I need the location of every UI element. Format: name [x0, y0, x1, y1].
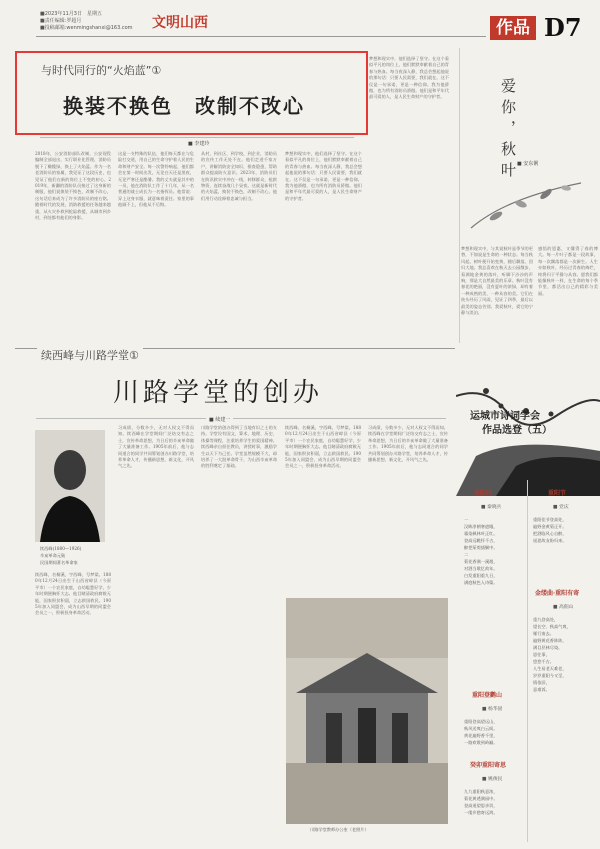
- poem-line: 一: [464, 517, 469, 522]
- poem2-author: ■ 杨华固: [482, 707, 503, 712]
- portrait-caption-1: 续西峰(1880—1926): [40, 546, 82, 551]
- portrait-caption-2: 辛亥革命元勋: [40, 553, 66, 558]
- feature-col-3: 从村，到社区，到学校，到企业，消防员的宣传工作无处不在。他们走进千家万户，讲解消防安全知识，排查隐患，帮助群众提高防火意识。2023年，消防员们在防汛救灾中冲在一线，转移群众，抢救物资，连续奋战几个昼夜。这就是新时代的火焰蓝，换装不换色，改制不改心，他们用行动诠释着忠诚与担当。: [201, 151, 277, 201]
- poem-line: 一缕乡愁寄远鸿。: [464, 810, 498, 815]
- poem-line: 九九重阳秋意浓，: [464, 789, 498, 794]
- poem-line: 菊花香满一溪烟，: [464, 559, 498, 564]
- poem2-title: 重阳登鹳山: [472, 692, 503, 699]
- poem-line: 黄花遍野香千里，: [464, 733, 498, 738]
- feature-col-5: 梦想和现实中，他们选择了坚守。在这个看似平凡的岗位上，他们默默奉献着自己的青春与热血。每当夜深人静，我总会想起他说的那句话：只要人民需要，我们就在。这不仅是一句承诺，更是一种信仰。我为他骄傲，也为所有消防员骄傲。他们是和平年代最可爱的人，是人民生命财产的守护者。: [369, 56, 449, 100]
- poem-line: 一路欢歌到岭巅。: [464, 740, 498, 745]
- poem-line: 登高远眺怀千古，: [464, 538, 498, 543]
- header-email: ■投稿邮箱:wenmingshanxi@163.com: [40, 25, 133, 31]
- poem-line: 遍野金黄菊正开。: [533, 524, 567, 529]
- poem-line: 重阳登高望远山，: [464, 719, 498, 724]
- poem-line: 意难诉。: [533, 687, 550, 692]
- autumn-leaf-illustration: [466, 178, 586, 238]
- side-essay-title: 爱你，秋叶: [499, 78, 517, 183]
- poem-line: 雁行南去。: [533, 631, 554, 636]
- poem2-body: [464, 718, 526, 746]
- poem-line: 岁岁重阳今又至，: [533, 673, 567, 678]
- serial-col-4: 续西峰，名桐溪，字西峰，号梦棠。1880年12月24日出生于山西省崞县（今原平市）一个农民家庭，自幼聪慧好学，少年时期便胸怀大志。他目睹清政府腐败无能，国家积贫积弱，立志救国救民。1905年加入同盟会，成为山西早期的同盟会会员之一，积极投身革命活动。: [285, 425, 361, 469]
- poem1-author: ■ 秦晓兵: [481, 505, 502, 510]
- header-editor: ■责任编辑:罗超月: [40, 18, 82, 24]
- portrait-caption-3: 民国期间著名革命家: [40, 560, 78, 565]
- poem5-body: [533, 616, 597, 693]
- poem-line: 情依旧，: [533, 680, 550, 685]
- poem5-author: ■ 高佃山: [553, 605, 574, 610]
- serial-col-5: 习成绩，分数多少，无对人权文不得而知。续西峰在学堂期间广泛结交有志之士，宣传革命思想，为日后的辛亥革命做了大量准备工作。1905年前后，他与志同道合的同学共同筹划创办川路学堂，培养革命人才，传播新思想、新文化，开风气之先。: [368, 425, 448, 463]
- poem-line: 遥思故友盼归来。: [533, 538, 567, 543]
- masthead-logo: 文明山西: [152, 15, 208, 31]
- poem-line: 人生易老天难老，: [533, 666, 567, 671]
- poem-line: 醉把茱萸插鬓中。: [464, 545, 498, 550]
- poem-line: 汉眸净朝寒遮眼，: [464, 524, 498, 529]
- side-essay-col-1: 梦想和现实中，与其说秋叶是季节的更替，不如说是生命的一种状态。每当秋风起，树叶便开始变黄，随后飘落，回归大地。我总喜欢在秋天去公园散步，看满地金黄的落叶，听脚下沙沙的声响，那是大自然最美的乐章。秋叶没有春花的艳丽，没有夏叶的浓绿，却有着一种成熟的美、一种从容的美。它们在枝头经历了风雨，见证了四季，最后以最美的姿态告别。我爱秋叶，爱它的宁静与淡泊。: [461, 246, 533, 316]
- feature-byline: ■ 李建玲: [188, 141, 210, 147]
- poem4-body: [533, 516, 597, 544]
- poem-line: 重阳佳节登高处，: [533, 517, 567, 522]
- poems-column-rule: [527, 480, 528, 842]
- poem-line: 悠悠千古。: [533, 659, 554, 664]
- feature-divider: [40, 137, 354, 138]
- portrait-photo: [35, 430, 105, 542]
- poem1-body: [464, 516, 526, 586]
- serial-title: 川路学堂的创办: [113, 378, 324, 408]
- poem3-title: 癸卯重阳寄思: [470, 762, 507, 769]
- poem-line: 霜染枫林叶正红。: [464, 531, 498, 536]
- feature-col-4: 梦想和现实中，他们选择了坚守。在这个看似平凡的岗位上，他们默默奉献着自己的青春与热血。每当夜深人静，我总会想起他说的那句话：只要人民需要，我们就在。这不仅是一句承诺，更是一种信仰。我为他骄傲，也为所有消防员骄傲。他们是和平年代最可爱的人，是人民生命财产的守护者。: [285, 151, 362, 201]
- feature-headline-box: [15, 51, 368, 135]
- serial-byline: ■ 续建一: [206, 416, 233, 423]
- poem-line: 登高遥望思亲切，: [464, 803, 498, 808]
- serial-col-3: 川路学堂的创办得到了当地有识之士的支持。学堂设有国文、算术、地理、历史、体操等课程，注重培养学生的爱国精神。续西峰亲自担任教员，讲授时事，激励学生以天下为己任。学堂虽然规模不大，却培养了一大批革命骨干，为山西辛亥革命的胜利奠定了基础。: [201, 425, 277, 469]
- serial-col-1: 续西峰，名桐溪，字西峰，号梦棠。1880年12月24日出生于山西省崞县（今原平市）一个农民家庭，自幼聪慧好学，少年时期便胸怀大志。他目睹清政府腐败无能，国家积贫积弱，立志救国救民。1905年加入同盟会，成为山西早期的同盟会会员之一，积极投身革命活动。: [35, 572, 111, 616]
- poem-line: 把酒临风心自醉，: [533, 531, 567, 536]
- poems-header-line-1: 运城市诗词学会: [470, 411, 540, 422]
- poem1-title: 重阳吟: [474, 490, 493, 497]
- feature-title: 换装不换色 改制不改心: [63, 94, 305, 118]
- poem-line: 白发重阳重九日，: [464, 573, 498, 578]
- page-number: D7: [544, 13, 582, 42]
- header-date: ■2023年11月3日 星期五: [40, 11, 102, 17]
- poem4-author: ■ 党庆: [553, 505, 569, 510]
- poem-line: 满目层林尽染。: [533, 645, 563, 650]
- poem3-body: [464, 788, 526, 816]
- poem4-title: 重阳节: [548, 490, 567, 497]
- feature-col-2: 这是一支特殊的队伍，他们每天都在与危险打交道，用自己的生命守护着人民的生命和财产安全。每一次警铃响起，他们都会在第一时间出发，无论白天还是黑夜，无论严寒还是酷暑。我的丈夫就是其中的一员，他在消防队工作了十几年，从一名普通的战士成长为一名指挥员。他常说：穿上这身衣服，就意味着责任。家里的事他顾不上，但他从不后悔。: [118, 151, 194, 208]
- feature-pretitle: 与时代同行的“火焰蓝”①: [41, 64, 162, 77]
- side-essay-byline: ■ 安东俐: [517, 161, 539, 167]
- side-essay-col-2: 感悟的恩惠，又懂得了春的博大。每一片叶子都是一段故事，每一次飘落都是一次新生。人生亦如秋叶，经历过青春的绚烂，终将归于平静与从容。愿我们都能像秋叶一样，在生命的每个季节里，都活出自己的精彩与美丽。: [538, 246, 598, 296]
- poem-line: 菊花黄透满园中。: [464, 796, 498, 801]
- poems-header-line-2: 作品选登（五）: [482, 425, 552, 436]
- poem-line: 重九登高处，: [533, 617, 559, 622]
- poem-line: 望长空、秋高气爽，: [533, 624, 571, 629]
- side-essay-rule: [459, 48, 460, 343]
- school-photo-caption: 川路学堂教师办公室（老照片）: [310, 827, 369, 832]
- poem-line: 思往事，: [533, 652, 550, 657]
- serial-col-2: 习成绩，分数多少，无对人权文不得而知。续西峰在学堂期间广泛结交有志之士，宣传革命思想，为日后的辛亥革命做了大量准备工作。1905年前后，他与志同道合的同学共同筹划创办川路学堂，培养革命人才，传播新思想、新文化，开风气之先。: [118, 425, 194, 469]
- poem5-title: 金缕曲·重阳有寄: [535, 590, 580, 597]
- poem-line: 对酒当歌忆故年。: [464, 566, 498, 571]
- feature-col-1: 2018年，公安消防部队改制，公安现役编制全部退出，实行职业化管理，消防员脱下了橄榄绿，换上了火焰蓝。作为一名老消防员的家属，我见证了这段历史，也见证了他们在新的岗位上不变的初心。2019年，新疆的消防队员接过了这身新的制服，他们说换装不换色，改制不改心，这句话后来成为了许多消防员的座右铭。随着时代的发展，消防救援的任务越来越重，从火灾扑救到抢险救援，从城市到乡村，到处都有他们的身影。: [35, 151, 111, 221]
- section-badge: 作品: [490, 16, 536, 40]
- serial-pretitle: 续西峰与川路学堂①: [37, 347, 143, 363]
- poem-line: 满庭秋色入诗篇。: [464, 580, 498, 585]
- serial-divider: [36, 418, 446, 419]
- school-photo: [286, 598, 448, 824]
- header-rule: [36, 36, 486, 37]
- poem-line: 二: [464, 552, 469, 557]
- poem-line: 遍野黄花香阵阵，: [533, 638, 567, 643]
- poem3-author: ■ 姚俊民: [482, 777, 503, 782]
- poem-line: 秋风送爽白云间。: [464, 726, 498, 731]
